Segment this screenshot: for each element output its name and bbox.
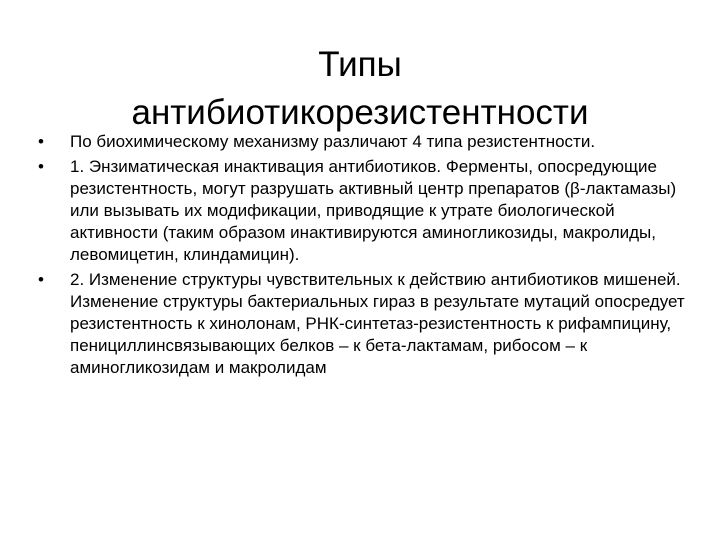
- bullet-text-2: 1. Энзиматическая инактивация антибиотиков. Ферменты, опосредующие резистентность, могут разрушать активный центр препаратов (β-лактамазы) или вызывать их модификации, приводящие к утрате биологической активности (таким образом инактивируются аминогликозиды, макролиды, левомицетин, клиндамицин).: [70, 157, 677, 264]
- bullet-item-3: [38, 269, 688, 379]
- bullet-item-1: [38, 131, 688, 153]
- bullet-text-3: 2. Изменение структуры чувствительных к действию антибиотиков мишеней. Изменение структуры бактериальных гираз в результате мутаций опосредует резистентность к хинолонам, РНК-синтетаз-резистентность к рифампицину, пенициллинсвязывающих белков – к бета-лактамам, рибосом – к аминогликозидам и макролидам: [70, 270, 685, 377]
- bullet-dot-icon: •: [38, 157, 44, 176]
- bullet-item-2: [38, 156, 688, 266]
- title-line-1: Типы: [318, 45, 402, 85]
- bullet-dot-icon: •: [38, 270, 44, 289]
- bullet-text-1: По биохимическому механизму различают 4 типа резистентности.: [70, 132, 596, 151]
- title-line-2: антибиотикорезистентности: [131, 93, 589, 133]
- slide-title: [0, 41, 720, 137]
- bullet-dot-icon: •: [38, 132, 44, 151]
- bullet-list: [38, 131, 688, 382]
